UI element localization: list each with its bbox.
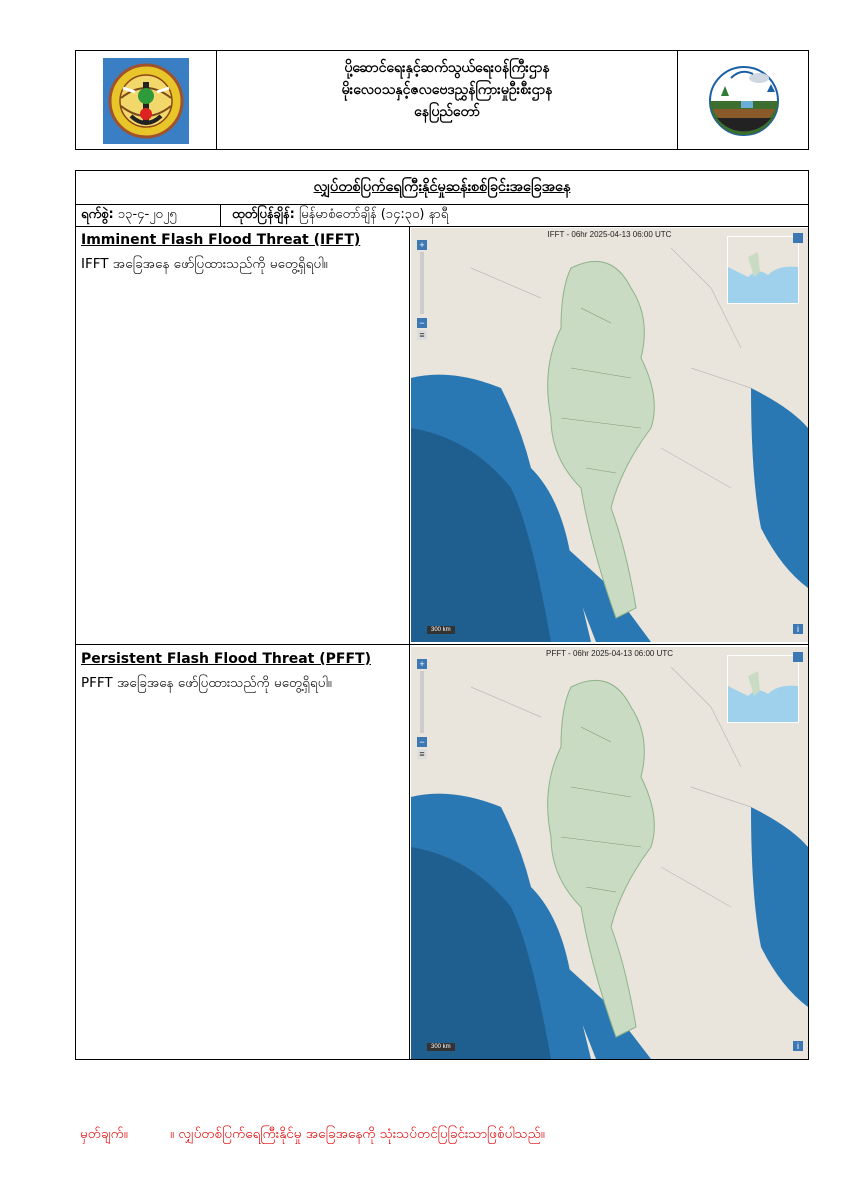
zoom-out-button[interactable]: − <box>417 737 427 747</box>
issue-time-value: မြန်မာစံတော်ချိန် (၁၄:၃၀) နာရီ <box>299 207 449 222</box>
issue-time-field <box>232 204 448 226</box>
meta-divider <box>220 204 221 226</box>
header-logo-cell <box>76 51 217 149</box>
ministry-logo-icon <box>103 58 189 144</box>
footer-text: ။ လျှပ်တစ်ပြက်ရေကြီးနိုင်မှု အခြေအနေကို သုံးသပ်တင်ပြခြင်းသာဖြစ်ပါသည်။ <box>170 1126 545 1142</box>
date-field <box>81 204 177 226</box>
pfft-text <box>81 648 403 694</box>
header-title-cell <box>216 51 678 149</box>
department-name: မိုးလေဝသနှင့်ဇလဗေဒညွှန်ကြားမှုဦးစီးဌာန <box>341 82 553 98</box>
ifft-body: IFFT အခြေအနေ ဖော်ပြထားသည်ကို မတွေ့ရှိရပါ။ <box>81 256 328 272</box>
bulletin-title <box>76 171 808 205</box>
bulletin-title-text: လျှပ်တစ်ပြက်ရေကြီးနိုင်မှုဆန်းစစ်ခြင်းအခြေအနေ <box>313 179 571 195</box>
zoom-slider[interactable] <box>420 671 424 733</box>
fullscreen-button[interactable] <box>793 233 803 243</box>
overview-minimap[interactable] <box>727 655 799 723</box>
minimap-graphic <box>728 237 798 303</box>
ifft-heading: Imminent Flash Flood Threat (IFFT) <box>81 232 361 248</box>
zoom-out-button[interactable]: − <box>417 318 427 328</box>
ifft-map-title: IFFT - 06hr 2025-04-13 06:00 UTC <box>547 230 672 239</box>
ifft-text <box>81 229 403 275</box>
info-button[interactable]: i <box>793 1041 803 1051</box>
header-box <box>75 50 809 150</box>
layers-button[interactable]: ≡ <box>417 749 427 759</box>
hydrology-logo-icon <box>701 64 787 138</box>
ministry-name: ပို့ဆောင်ရေးနှင့်ဆက်သွယ်ရေးဝန်ကြီးဌာန <box>344 60 550 76</box>
scale-bar: 300 km <box>427 1043 455 1051</box>
date-value: ၁၃-၄-၂၀၂၅ <box>117 207 177 222</box>
overview-minimap[interactable] <box>727 236 799 304</box>
layers-button[interactable]: ≡ <box>417 330 427 340</box>
zoom-slider[interactable] <box>420 252 424 314</box>
bulletin-meta-row <box>76 204 808 227</box>
bulletin-table <box>75 170 809 1060</box>
info-button[interactable]: i <box>793 624 803 634</box>
issue-time-label: ထုတ်ပြန်ချိန်: <box>232 207 295 222</box>
zoom-in-button[interactable]: + <box>417 240 427 250</box>
minimap-graphic <box>728 656 798 722</box>
footer-label: မှတ်ချက်။ <box>80 1126 128 1142</box>
zoom-in-button[interactable]: + <box>417 659 427 669</box>
header-emblem-cell <box>677 51 808 149</box>
pfft-heading: Persistent Flash Flood Threat (PFFT) <box>81 651 371 667</box>
pfft-body: PFFT အခြေအနေ ဖော်ပြထားသည်ကို မတွေ့ရှိရပါ။ <box>81 675 332 691</box>
footer-note <box>80 1125 545 1145</box>
fullscreen-button[interactable] <box>793 652 803 662</box>
date-label: ရက်စွဲ: <box>81 207 114 222</box>
city-name: နေပြည်တော် <box>414 104 480 120</box>
pfft-map[interactable] <box>411 647 808 1059</box>
pfft-map-title: PFFT - 06hr 2025-04-13 06:00 UTC <box>545 649 674 658</box>
scale-bar: 300 km <box>427 626 455 634</box>
ifft-map[interactable] <box>411 228 808 642</box>
